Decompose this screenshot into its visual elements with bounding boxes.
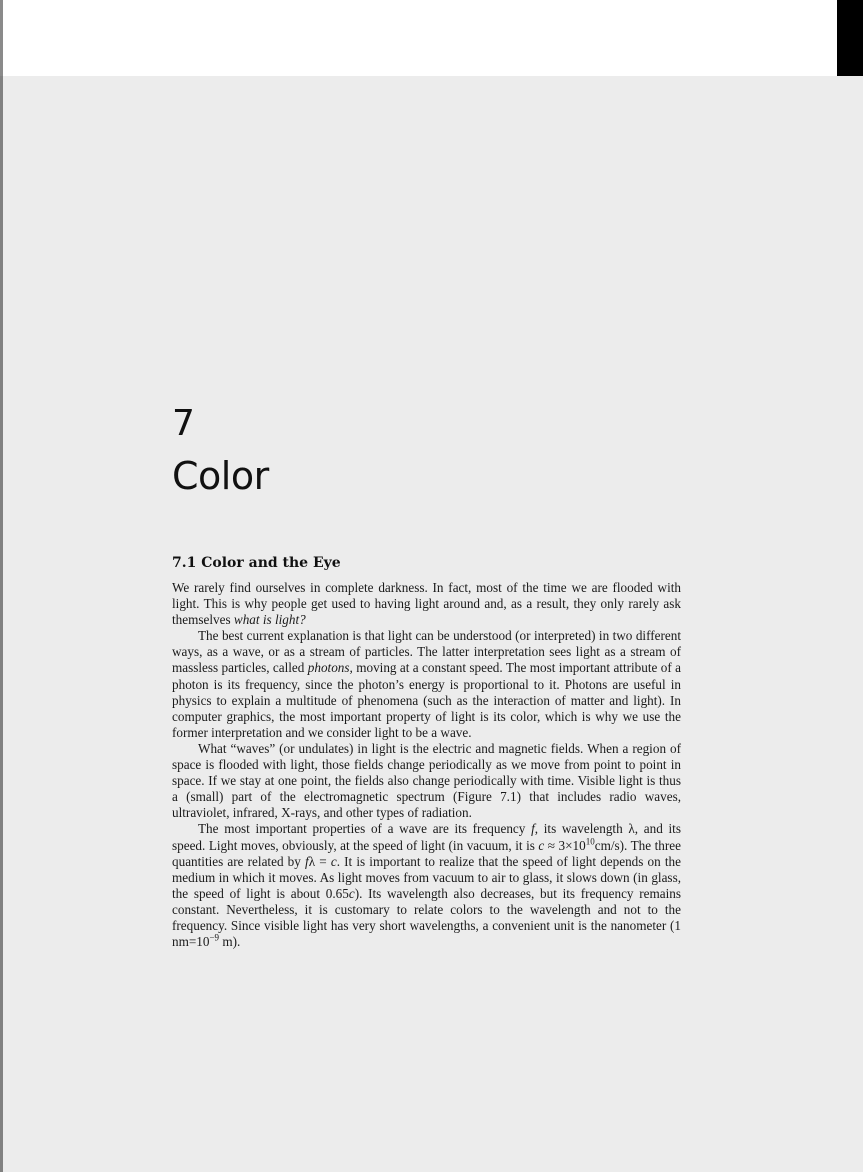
chapter-number: 7	[172, 403, 195, 444]
paragraph-text: We rarely find ourselves in complete darkness. In fact, most of the time we are flooded with light. This is why people get used to having light around and, as a result, they only rarely ask themselves	[172, 580, 681, 628]
italic-text: photons,	[307, 660, 353, 676]
body-paragraph	[172, 741, 681, 821]
paragraph-text: The best current explanation is that light can be understood (or interpreted) in two different ways, as a wave, or as a stream of particles. The latter interpretation sees light as a stream of massless particles, called	[172, 628, 681, 676]
superscript-text: −9	[209, 932, 220, 943]
paragraph-text: cm/s). The three quantities are related by	[172, 837, 681, 869]
paragraph-text: The most important properties of a wave are its frequency	[198, 821, 532, 837]
italic-text: c	[538, 837, 545, 853]
paragraph-text: What “waves” (or undulates) in light is the electric and magnetic fields. When a region of space is flooded with light, those fields change periodically as we move from point to point in space. If we stay at one point, the fields also change periodically with time. Visible light is thus a (small) part of the electromagnetic spectrum (Figure 7.1) that includes radio waves, ultraviolet, infrared, X-rays, and other types of radiation.	[172, 740, 681, 821]
section-heading: 7.1 Color and the Eye	[172, 555, 341, 571]
paragraph-text: m).	[219, 934, 241, 950]
italic-text: c	[330, 853, 337, 869]
paragraph-text: , its wavelength λ, and its speed. Light moves, obviously, at the speed of light (in vacuum, it is	[172, 821, 681, 853]
italic-text: f	[531, 821, 535, 837]
scan-corner-mark	[837, 0, 863, 76]
paragraph-text: ). Its wavelength also decreases, but its frequency remains constant. Nevertheless, it is customary to relate colors to the wavelength and not to the frequency. Since visible light has very short wavelengths, a convenient unit is the nanometer (1 nm=10	[172, 885, 681, 950]
paragraph-text: λ =	[308, 853, 331, 869]
italic-text: c	[348, 885, 355, 901]
section-body	[172, 580, 681, 950]
italic-text: what is light?	[233, 612, 306, 628]
paragraph-text: . It is important to realize that the speed of light depends on the medium in which it moves. As light moves from vacuum to air to glass, it slows down (in glass, the speed of light is about 0.65	[172, 853, 681, 901]
body-paragraph	[172, 821, 681, 950]
italic-text: f	[305, 853, 309, 869]
superscript-text: 10	[585, 836, 595, 847]
body-paragraph	[172, 628, 681, 741]
chapter-title: Color	[172, 454, 269, 498]
paragraph-text: ≈ 3×10	[544, 837, 586, 853]
scan-left-edge	[0, 0, 3, 1172]
scan-top-margin	[0, 0, 863, 76]
body-paragraph	[172, 580, 681, 628]
paragraph-text: moving at a constant speed. The most important attribute of a photon is its frequency, since the photon’s energy is proportional to it. Photons are useful in physics to explain a multitude of phenomena (such as the interaction of matter and light). In computer graphics, the most important property of light is its color, which is why we use the former interpretation and we consider light to be a wave.	[172, 660, 681, 740]
